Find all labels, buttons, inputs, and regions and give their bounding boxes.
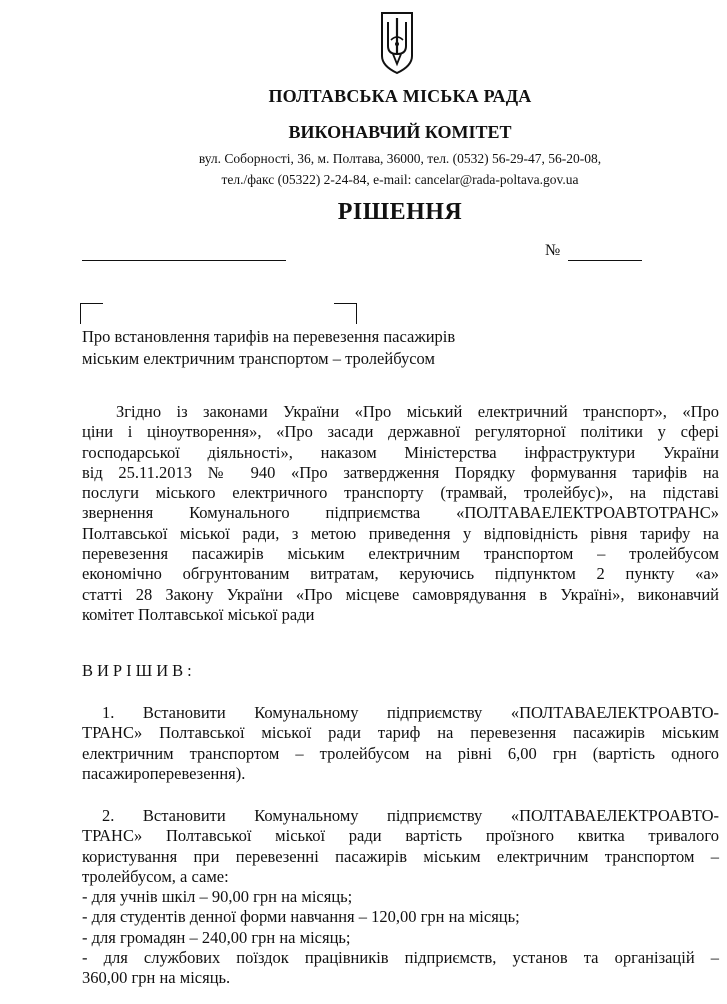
subject-heading <box>82 326 455 370</box>
item-2-line: 2. Встановити Комунальному підприємству «ПОЛТАВАЕЛЕКТРОАВТО- <box>102 806 719 825</box>
resolved-heading: ВИРІШИВ: <box>82 661 196 680</box>
preamble-line: комітет Полтавської міської ради <box>82 604 315 624</box>
item-1-line: електричним транспортом – тролейбусом на рівні 6,00 грн (вартість одного <box>82 743 719 763</box>
preamble-line: послуги міського електричного транспорту (трамвай, тролейбус)», на підставі <box>82 483 719 503</box>
subject-bracket-right <box>334 303 357 324</box>
council-name: ПОЛТАВСЬКА МІСЬКА РАДА <box>268 86 532 106</box>
trident-icon <box>377 10 417 76</box>
document-type-title: РІШЕННЯ <box>337 199 463 225</box>
item-2-list-item: - для учнів шкіл – 90,00 грн на місяць; <box>82 887 353 907</box>
subject-bracket-left <box>80 303 103 324</box>
preamble-line: Згідно із законами України «Про міський електричний транспорт», «Про <box>116 402 719 421</box>
preamble-line: від 25.11.2013 № 940 «Про затвердження Порядку формування тарифів на <box>82 462 719 482</box>
preamble-line: ціни і ціноутворення», «Про засади державної регуляторної політики у сфері <box>82 422 719 442</box>
item-2-line: 360,00 грн на місяць. <box>82 968 231 988</box>
item-2-list-item: - для службових поїздок працівників підприємств, установ та організацій – <box>82 948 719 968</box>
number-blank-line <box>568 244 642 261</box>
item-1-paragraph <box>82 703 719 784</box>
number-label: № <box>545 242 561 259</box>
item-2-list-item: - для студентів денної форми навчання – 120,00 грн на місяць; <box>82 907 520 927</box>
preamble-line: звернення Комунального підприємства «ПОЛТАВАЕЛЕКТРОАВТОТРАНС» <box>82 503 719 523</box>
preamble-line: Полтавської міської ради, з метою приведення у відповідність рівня тарифу на <box>82 523 719 543</box>
preamble-line: господарської діяльності», наказом Міністерства інфраструктури України <box>82 442 719 462</box>
committee-name: ВИКОНАВЧИЙ КОМІТЕТ <box>288 122 512 142</box>
item-1-line: пасажироперевезення). <box>82 763 246 783</box>
preamble-line: економічно обгрунтованим витратам, керуючись підпунктом 2 пункту «а» <box>82 564 719 584</box>
preamble-paragraph <box>82 402 719 625</box>
subject-line-1: Про встановлення тарифів на перевезення пасажирів <box>82 327 456 346</box>
item-2-paragraph <box>82 806 719 989</box>
item-2-line: користування при перевезенні пасажирів міським електричним транспортом – <box>82 846 719 866</box>
preamble-line: статті 28 Закону України «Про місцеве самоврядування в Україні», виконавчий <box>82 584 719 604</box>
address-line-1: вул. Соборності, 36, м. Полтава, 36000, тел. (0532) 56-29-47, 56-20-08, <box>198 151 602 166</box>
item-2-list-item: - для громадян – 240,00 грн на місяць; <box>82 927 351 947</box>
subject-line-2: міським електричним транспортом – тролейбусом <box>82 349 435 368</box>
item-1-line: 1. Встановити Комунальному підприємству «ПОЛТАВАЕЛЕКТРОАВТО- <box>102 703 719 722</box>
date-blank-line <box>82 244 286 261</box>
item-2-line: ТРАНС» Полтавської міської ради вартість проїзного квитка тривалого <box>82 826 719 846</box>
item-2-line: тролейбусом, а саме: <box>82 866 229 886</box>
preamble-line: перевезення пасажирів міським електричним транспортом – тролейбусом <box>82 544 719 564</box>
item-1-line: ТРАНС» Полтавської міської ради тариф на перевезення пасажирів міським <box>82 723 719 743</box>
address-line-2: тел./факс (05322) 2-24-84, e-mail: cancelar@rada-poltava.gov.ua <box>221 172 579 187</box>
